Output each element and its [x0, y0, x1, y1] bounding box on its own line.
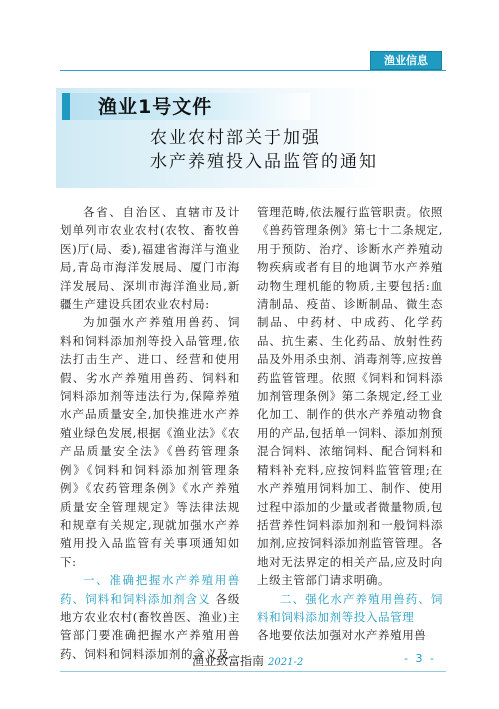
page-number: - 3 -: [404, 652, 436, 665]
series-title-accent: [62, 93, 70, 120]
section1-text: 各级地方农业农村(畜牧兽医、渔业)主管部门要准确把握水产养殖用兽药、饲料和饲料添加剂的含义及: [60, 591, 240, 661]
section1-paragraph: [60, 571, 240, 663]
section1-continued: 管理范畴,依法履行监管职责。依照《兽药管理条例》第七十二条规定,用于预防、治疗、诊断水产养殖动物疾病或者有目的地调节水产养殖动物生理机能的物质,主要包括:血清制品、疫苗、诊断制品、微生态制品、中药材、中成药、化学药品、抗生素、生化药品、放射性药品及外用杀虫剂、消毒剂等,应按兽药监管管理。依照《饲料和饲料添加剂管理条例》第二条规定,经工业化加工、制作的供水产养殖动物食用的产品,包括单一饲料、添加剂预混合饲料、浓缩饲料、配合饲料和精料补充料,应按饲料监管管理;在水产养殖用饲料加工、制作、使用过程中添加的少量或者微量物质,包括营养性饲料添加剂和一般饲料添加剂,应按饲料添加剂监管管理。各地对无法界定的相关产品,应及时向上级主管部门请求明确。: [257, 205, 443, 588]
intro-paragraph: 为加强水产养殖用兽药、饲料和饲料添加剂等投入品管理,依法打击生产、进口、经营和使用假、劣水产养殖用兽药、饲料和饲料添加剂等违法行为,保障养殖水产品质量安全,加快推进水产养殖业绿色发展,根据《渔业法》《农产品质量安全法》《兽药管理条例》《饲料和饲料添加剂管理条例》《农药管理条例》《水产养殖质量安全管理规定》等法律法规和规章有关规定,现就加强水产养殖用投入品监管有关事项通知如下:: [60, 315, 241, 569]
article-title-line1: 农业农村部关于加强: [150, 128, 321, 148]
issue-number: 2021-2: [268, 657, 304, 668]
left-column: [60, 203, 240, 663]
footer-rule: [60, 671, 446, 672]
series-title: 渔业1号文件: [98, 96, 213, 118]
section-tag: 渔业信息: [370, 51, 442, 70]
salutation-paragraph: 各省、自治区、直辖市及计划单列市农业农村(农牧、畜牧兽医)厅(局、委),福建省海洋与渔业局,青岛市海洋发展局、厦门市海洋发展局、深圳市海洋渔业局,新疆生产建设兵团农业农村局:: [60, 205, 240, 312]
footer-magazine: [192, 652, 303, 669]
section2-text: 各地要依法加强对水产养殖用兽: [257, 628, 427, 643]
magazine-name: 渔业致富指南: [192, 654, 265, 668]
section2-heading: 二、强化水产养殖用兽药、饲料和饲料添加剂等投入品管理: [257, 591, 443, 624]
right-column: [257, 203, 443, 645]
section1-heading: 一、准确把握水产养殖用兽药、饲料和饲料添加剂含义: [60, 573, 240, 606]
article-title-line2: 水产养殖投入品监管的通知: [150, 152, 378, 172]
top-rule: [60, 70, 446, 71]
article-title: [150, 126, 450, 174]
